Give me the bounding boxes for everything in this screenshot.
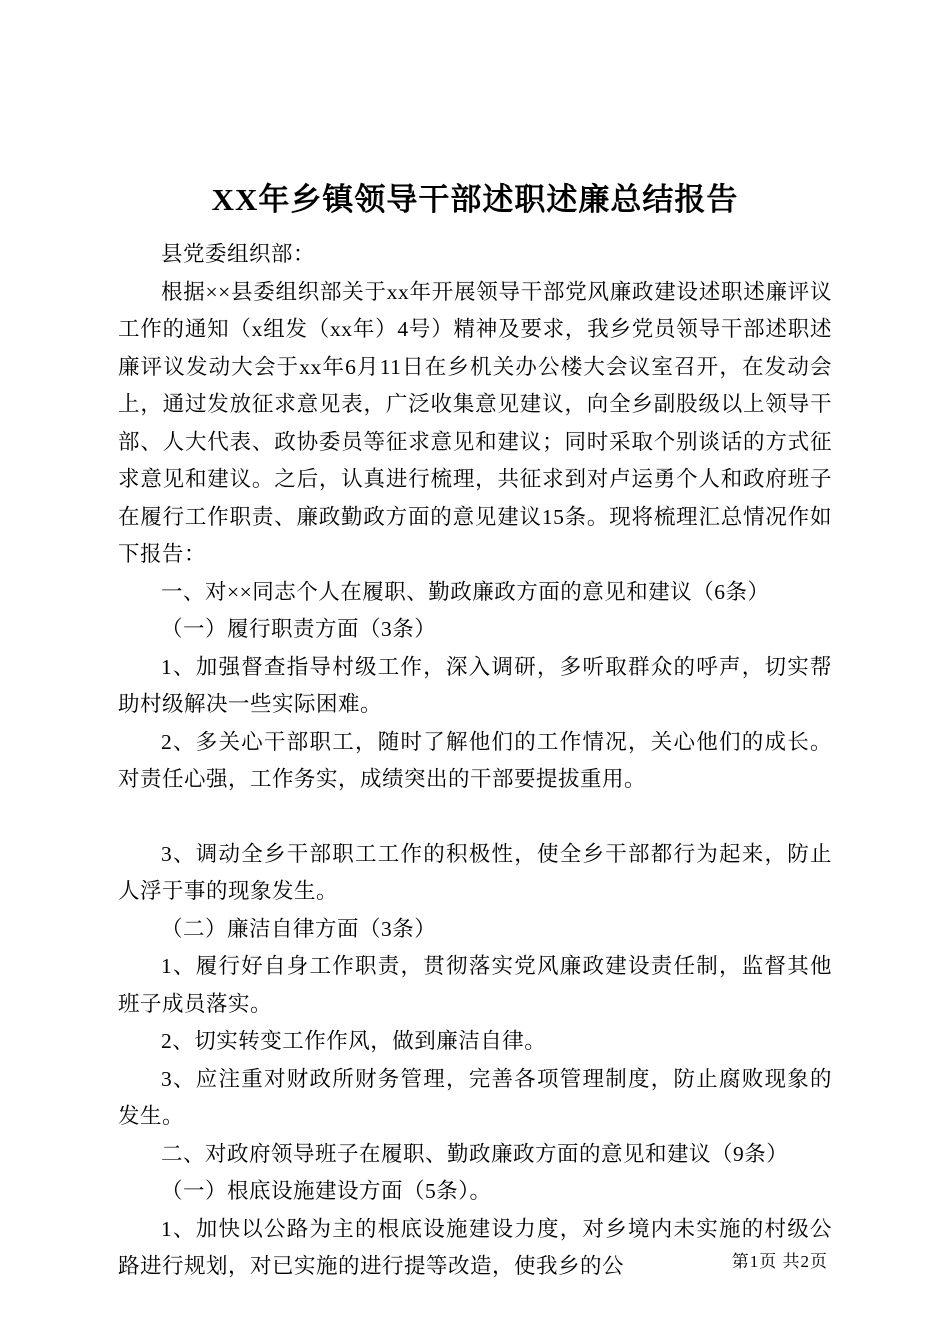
paragraph-intro: 根据××县委组织部关于xx年开展领导干部党风廉政建设述职述廉评议工作的通知（x组发（xx年）4号）精神及要求，我乡党员领导干部述职述廉评议发动大会于xx年6月11日在乡机关办公楼大会议室召开，在发动会上，通过发放征求意见表，广泛收集意见建议，向全乡副股级以上领导干部、人大代表、政协委员等征求意见和建议；同时采取个别谈话的方式征求意见和建议。之后，认真进行梳理，共征求到对卢运勇个人和政府班子在履行工作职责、廉政勤政方面的意见建议15条。现将梳理汇总情况作如下报告：: [118, 279, 832, 566]
page-title: XX年乡镇领导干部述职述廉总结报告: [211, 182, 739, 217]
paragraph-item: 1、加快以公路为主的根底设施建设力度，对乡境内未实施的村级公路进行规划，对已实施的进行提等改造，使我乡的公: [118, 1216, 832, 1278]
paragraph-section-1-heading: 一、对××同志个人在履职、勤政廉政方面的意见和建议（6条）: [161, 579, 770, 604]
document-body: [118, 236, 832, 1286]
paragraph-subsection-2-1-heading: （一）根底设施建设方面（5条）。: [161, 1179, 492, 1203]
paragraph-item: 1、加强督查指导村级工作，深入调研，多听取群众的呼声，切实帮助村级解决一些实际困难。: [118, 654, 832, 716]
paragraph-item: 2、切实转变工作作风，做到廉洁自律。: [161, 1029, 547, 1053]
paragraph-salutation: 县党委组织部：: [161, 242, 316, 266]
paragraph-item: 3、应注重对财政所财务管理，完善各项管理制度，防止腐败现象的发生。: [118, 1066, 832, 1128]
paragraph-subsection-1-1-heading: （一）履行职责方面（3条）: [161, 617, 437, 641]
paragraph-section-2-heading: 二、对政府领导班子在履职、勤政廉政方面的意见和建议（9条）: [161, 1141, 789, 1166]
paragraph-item: 3、调动全乡干部职工工作的积极性，使全乡干部都行为起来，防止人浮于事的现象发生。: [118, 841, 832, 903]
paragraph-item: 2、多关心干部职工，随时了解他们的工作情况，关心他们的成长。对责任心强，工作务实，成绩突出的干部要提拔重用。: [118, 729, 832, 791]
paragraph-subsection-1-2-heading: （二）廉洁自律方面（3条）: [161, 916, 437, 941]
page-number-footer: 第1页 共2页: [731, 1252, 828, 1271]
paragraph-item: 1、履行好自身工作职责，贯彻落实党风廉政建设责任制，监督其他班子成员落实。: [118, 954, 832, 1016]
